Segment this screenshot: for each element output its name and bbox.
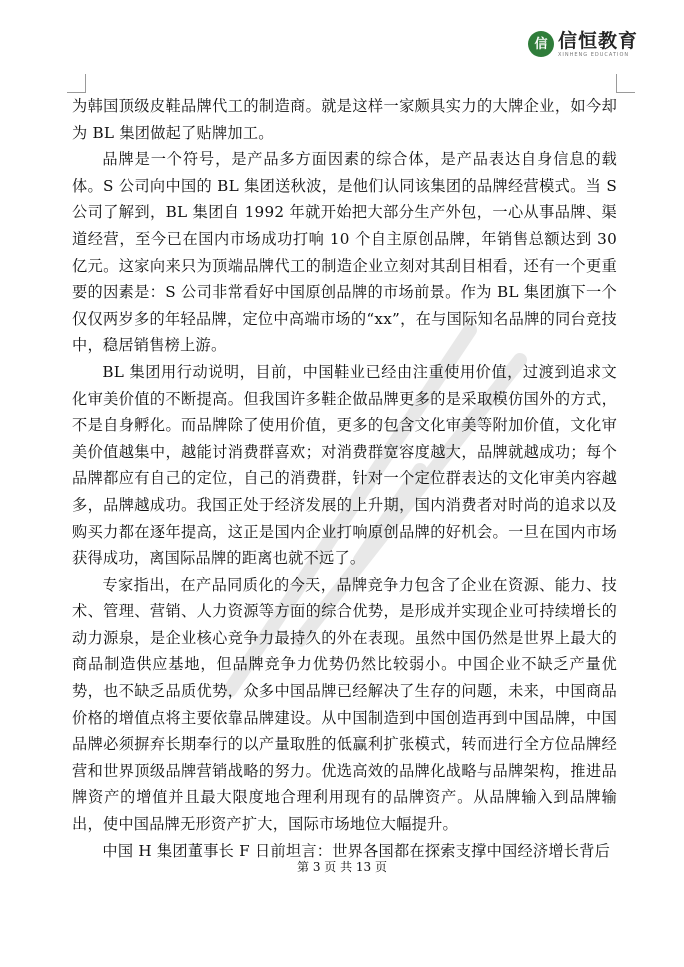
logo-text: 信恒教育 <box>558 30 639 52</box>
logo-emblem-text: 信 <box>534 36 548 52</box>
logo-text-group <box>558 30 638 58</box>
paragraph-3: BL 集团用行动说明，目前，中国鞋业已经由注重使用价值，过渡到追求文化审美价值的不断提高。但我国许多鞋企做品牌更多的是采取模仿国外的方式，不是自身孵化。而品牌除了使用价值，更多的包含文化审美等附加价值，文化审美价值越集中，越能讨消费群喜欢；对消费群宽容度越大，品牌就越成功；每个品牌都应有自己的定位，自己的消费群，针对一个定位群表达的文化审美内容越多，品牌越成功。我国正处于经济发展的上升期，国内消费者对时尚的追求以及购买力都在逐年提高，这正是国内企业打响原创品牌的好机会。一旦在国内市场获得成功，离国际品牌的距离也就不远了。 <box>72 362 617 568</box>
paragraph-2: 品牌是一个符号，是产品多方面因素的综合体，是产品表达自身信息的载体。S 公司向中国的 BL 集团送秋波，是他们认同该集团的品牌经营模式。当 S 公司了解到，BL 集团自 1992 年就开始把大部分生产外包，一心从事品牌、渠道经营，至今已在国内市场成功打响 10 个自主原创品牌，年销售总额达到 30 亿元。这家向来只为顶端品牌代工的制造企业立刻对其刮目相看，还有一个更重要的因素是：S 公司非常看好中国原创品牌的市场前景。作为 BL 集团旗下一个仅仅两岁多的年轻品牌，定位中高端市场的“xx”，在与国际知名品牌的同台竞技中，稳居销售榜上游。 <box>72 150 617 355</box>
page-number: 第 3 页 共 13 页 <box>297 860 387 874</box>
logo-subtext: XINHENG EDUCATION <box>558 52 630 58</box>
paragraph-1: 为韩国顶级皮鞋品牌代工的制造商。就是这样一家颇具实力的大牌企业，如今却为 BL 集团做起了贴牌加工。 <box>72 97 617 142</box>
paragraph-4: 专家指出，在产品同质化的今天，品牌竞争力包含了企业在资源、能力、技术、管理、营销、人力资源等方面的综合优势，是形成并实现企业可持续增长的动力源泉，是企业核心竞争力最持久的外在表现。虽然中国仍然是世界上最大的商品制造供应基地，但品牌竞争力优势仍然比较弱小。中国企业不缺乏产量优势，也不缺乏品质优势，众多中国品牌已经解决了生存的问题，未来，中国商品价格的增值点将主要依靠品牌建设。从中国制造到中国创造再到中国品牌，中国品牌必须摒弃长期奉行的以产量取胜的低赢利扩张模式，转而进行全方位品牌经营和世界顶级品牌营销战略的努力。优选高效的品牌化战略与品牌架构，推进品牌资产的增值并且最大限度地合理利用现有的品牌资产。从品牌输入到品牌输出，使中国品牌无形资产扩大，国际市场地位大幅提升。 <box>72 575 617 834</box>
crop-mark-top-right <box>616 74 635 93</box>
brand-logo <box>528 27 638 61</box>
logo-emblem-icon <box>528 31 554 57</box>
crop-mark-top-left <box>67 74 86 93</box>
document-body <box>72 93 617 864</box>
paragraph-5: 中国 H 集团董事长 F 日前坦言：世界各国都在探索支撑中国经济增长背后 <box>102 841 611 860</box>
